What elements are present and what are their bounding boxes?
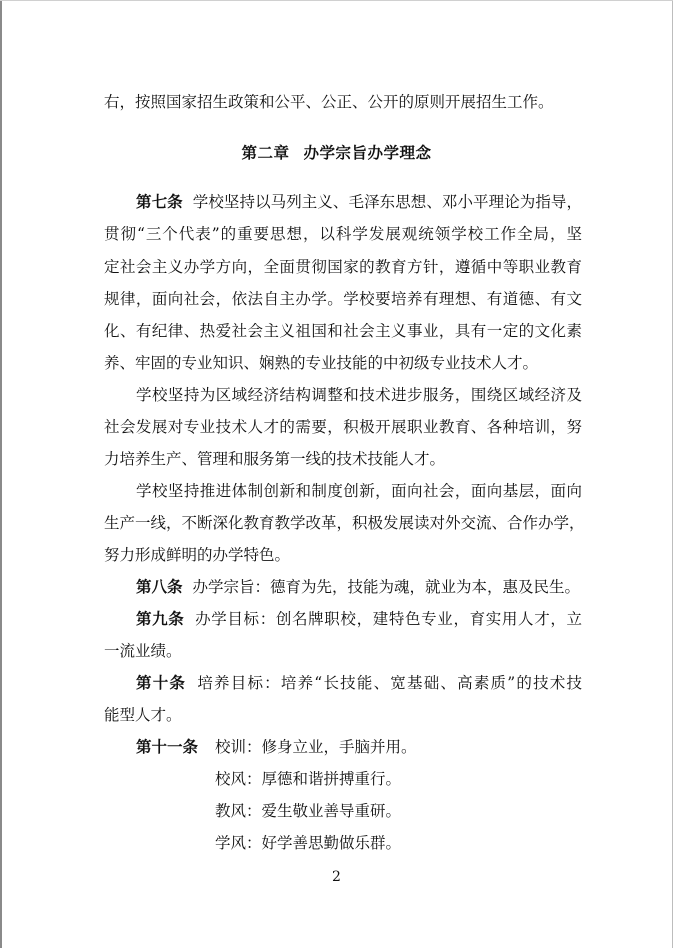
chapter-number: 第二章 — [241, 143, 290, 162]
article-10-line-1: 第十条 培养目标：培养“长技能、宽基础、高素质”的技术技 — [136, 673, 582, 692]
teaching-spirit: 教风：爱生敬业善导重研。 — [215, 802, 402, 820]
article-10-label: 第十条 — [136, 673, 187, 692]
text-line: 右，按照国家招生政策和公平、公正、公开的原则开展招生工作。 — [104, 93, 554, 111]
text-line: 能型人才。 — [104, 706, 182, 724]
text-line: 化、有纪律、热爱社会主义祖国和社会主义事业，具有一定的文化素 — [104, 322, 582, 340]
school-motto: 校训：修身立业，手脑并用。 — [215, 738, 417, 756]
page-number: 2 — [332, 869, 341, 885]
text-line: 贯彻“三个代表”的重要思想，以科学发展观统领学校工作全局，坚 — [104, 225, 582, 243]
article-7-line-1: 第七条 学校坚持以马列主义、毛泽东思想、邓小平理论为指导， — [136, 192, 582, 211]
page-top-border — [0, 0, 673, 1]
text-line: 养、牢固的专业知识、娴熟的专业技能的中初级专业技术人才。 — [104, 354, 539, 372]
text-line: 力培养生产、管理和服务第一线的技术技能人才。 — [104, 450, 446, 468]
text-line: 定社会主义办学方向，全面贯彻国家的教育方针，遵循中等职业教育 — [104, 258, 582, 276]
article-8-label: 第八条 — [136, 577, 183, 596]
article-9-label: 第九条 — [136, 609, 185, 628]
article-11-label: 第十一条 — [136, 737, 199, 756]
article-11 — [136, 737, 456, 757]
text-line: 社会发展对专业技术人才的需要，积极开展职业教育、各种培训，努 — [104, 418, 582, 436]
text-line: 一流业绩。 — [104, 642, 182, 660]
chapter-title: 办学宗旨办学理念 — [303, 143, 432, 162]
text-line: 学校坚持为区域经济结构调整和技术进步服务，围绕区域经济及 — [136, 386, 582, 404]
text-line: 生产一线，不断深化教育教学改革，积极发展读对外交流、合作办学， — [104, 514, 585, 532]
text-line: 努力形成鲜明的办学特色。 — [104, 546, 291, 564]
chapter-heading — [0, 143, 673, 163]
text-line: 学校坚持推进体制创新和制度创新，面向社会，面向基层，面向 — [136, 482, 582, 500]
study-spirit: 学风：好学善思勤做乐群。 — [215, 834, 402, 852]
article-7-label: 第七条 — [136, 192, 183, 211]
school-spirit: 校风：厚德和谐拼搏重行。 — [215, 770, 402, 788]
article-8: 第八条 办学宗旨：德育为先，技能为魂，就业为本，惠及民生。 — [136, 577, 581, 596]
text-line: 规律，面向社会，依法自主办学。学校要培养有理想、有道德、有文 — [104, 290, 582, 308]
article-9-line-1: 第九条 办学目标：创名牌职校，建特色专业，育实用人才，立 — [136, 609, 582, 628]
